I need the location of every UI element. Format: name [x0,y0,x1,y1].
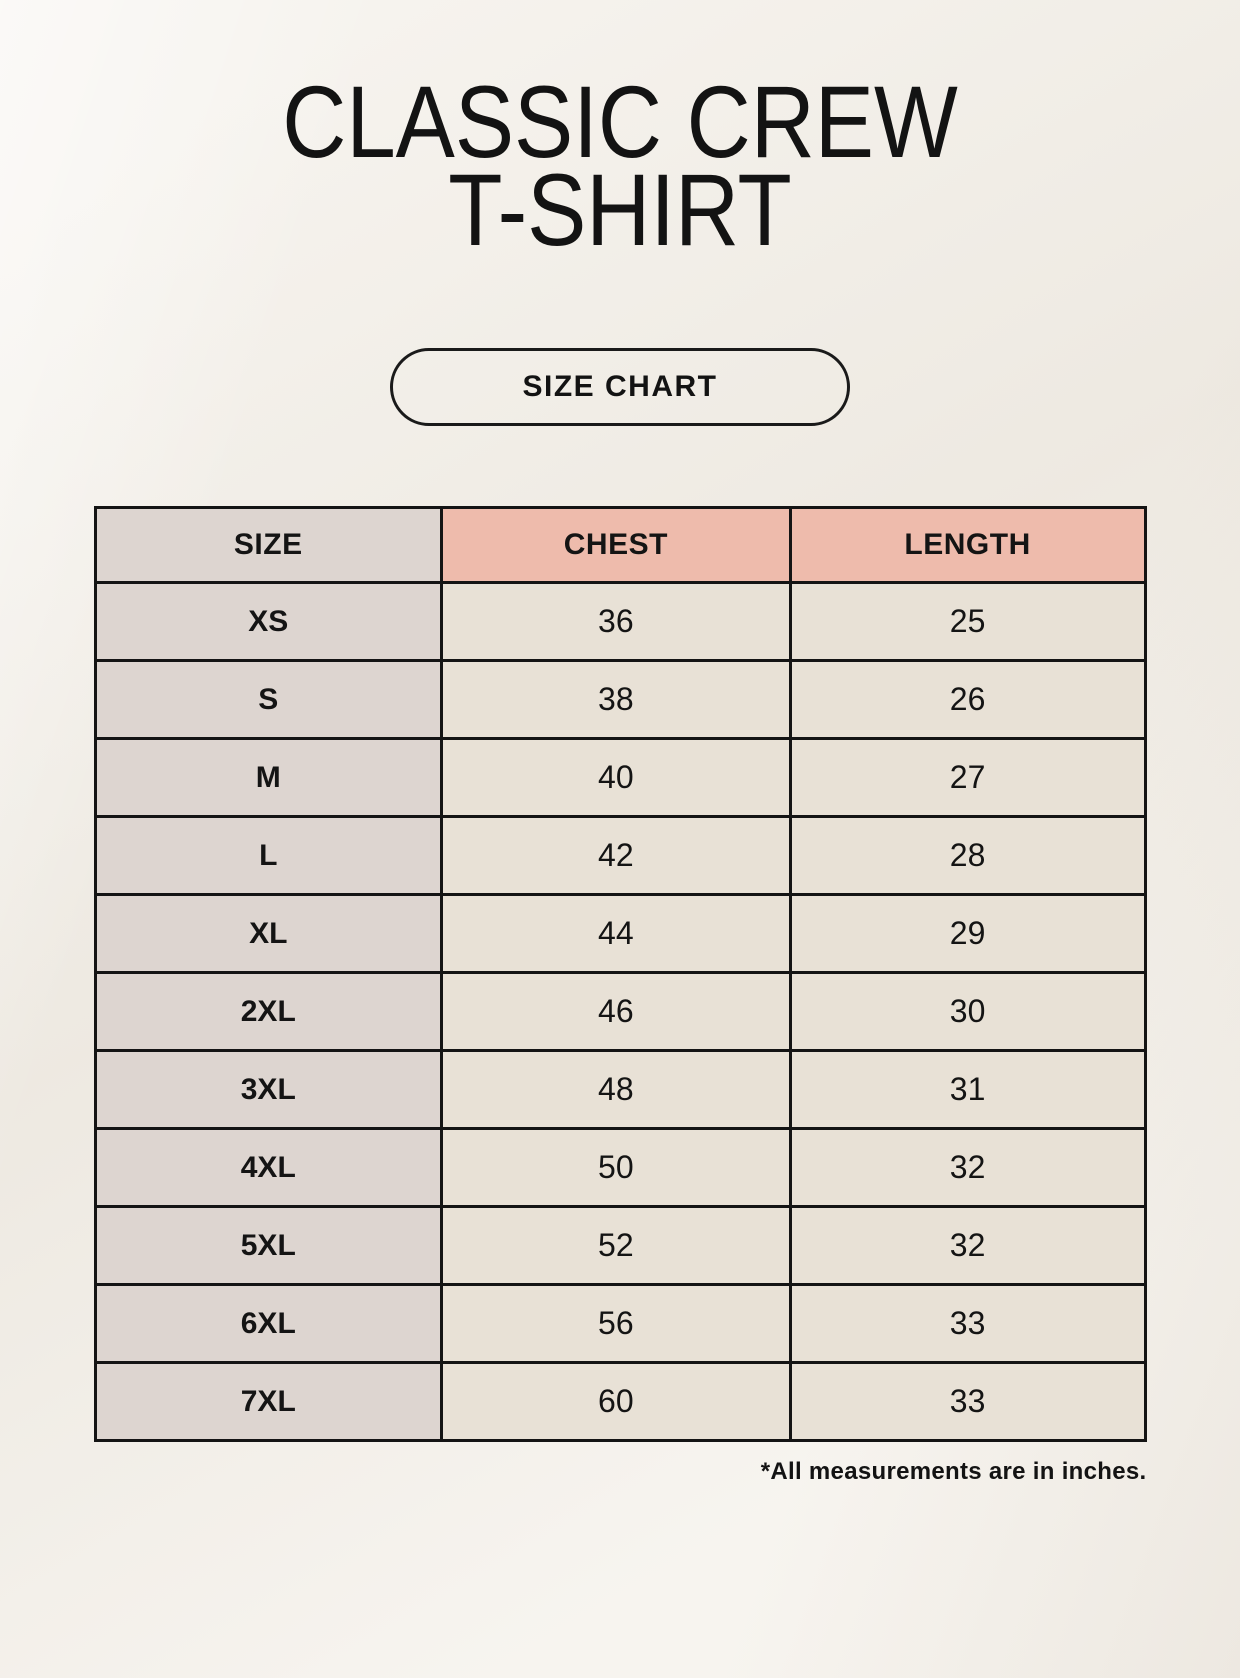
column-header-chest: CHEST [442,508,791,583]
chest-cell: 40 [442,739,791,817]
size-table-body [95,583,1145,1441]
chest-cell: 38 [442,661,791,739]
table-row [95,817,1145,895]
table-row [95,895,1145,973]
page-title-line-2: T-SHIRT [448,153,792,267]
size-cell: 4XL [95,1129,442,1207]
chest-cell: 44 [442,895,791,973]
size-table [94,506,1147,1442]
length-cell: 26 [790,661,1145,739]
chest-cell: 60 [442,1363,791,1441]
length-cell: 32 [790,1207,1145,1285]
length-cell: 33 [790,1363,1145,1441]
size-chart-page [0,65,1240,1678]
size-chart-button-label: SIZE CHART [522,370,718,403]
table-row [95,1129,1145,1207]
table-header-row [95,508,1145,583]
chest-cell: 52 [442,1207,791,1285]
chest-cell: 48 [442,1051,791,1129]
size-cell: XL [95,895,442,973]
size-cell: L [95,817,442,895]
length-cell: 25 [790,583,1145,661]
chest-cell: 46 [442,973,791,1051]
table-row [95,973,1145,1051]
size-cell: 7XL [95,1363,442,1441]
size-cell: 2XL [95,973,442,1051]
table-row [95,1285,1145,1363]
length-cell: 29 [790,895,1145,973]
size-chart-button[interactable] [390,348,850,426]
chest-cell: 56 [442,1285,791,1363]
length-cell: 31 [790,1051,1145,1129]
table-row [95,1051,1145,1129]
table-row [95,1363,1145,1441]
table-row [95,583,1145,661]
page-title-line-1: CLASSIC CREW [282,65,958,179]
length-cell: 32 [790,1129,1145,1207]
size-cell: 5XL [95,1207,442,1285]
table-row [95,1207,1145,1285]
chest-cell: 36 [442,583,791,661]
page-title [81,65,1160,267]
length-cell: 27 [790,739,1145,817]
table-row [95,661,1145,739]
chest-cell: 42 [442,817,791,895]
column-header-size: SIZE [95,508,442,583]
size-cell: M [95,739,442,817]
length-cell: 28 [790,817,1145,895]
length-cell: 30 [790,973,1145,1051]
measurements-footnote: *All measurements are in inches. [760,1458,1147,1485]
size-cell: 3XL [95,1051,442,1129]
column-header-length: LENGTH [790,508,1145,583]
size-cell: S [95,661,442,739]
size-cell: XS [95,583,442,661]
size-cell: 6XL [95,1285,442,1363]
chest-cell: 50 [442,1129,791,1207]
table-row [95,739,1145,817]
length-cell: 33 [790,1285,1145,1363]
